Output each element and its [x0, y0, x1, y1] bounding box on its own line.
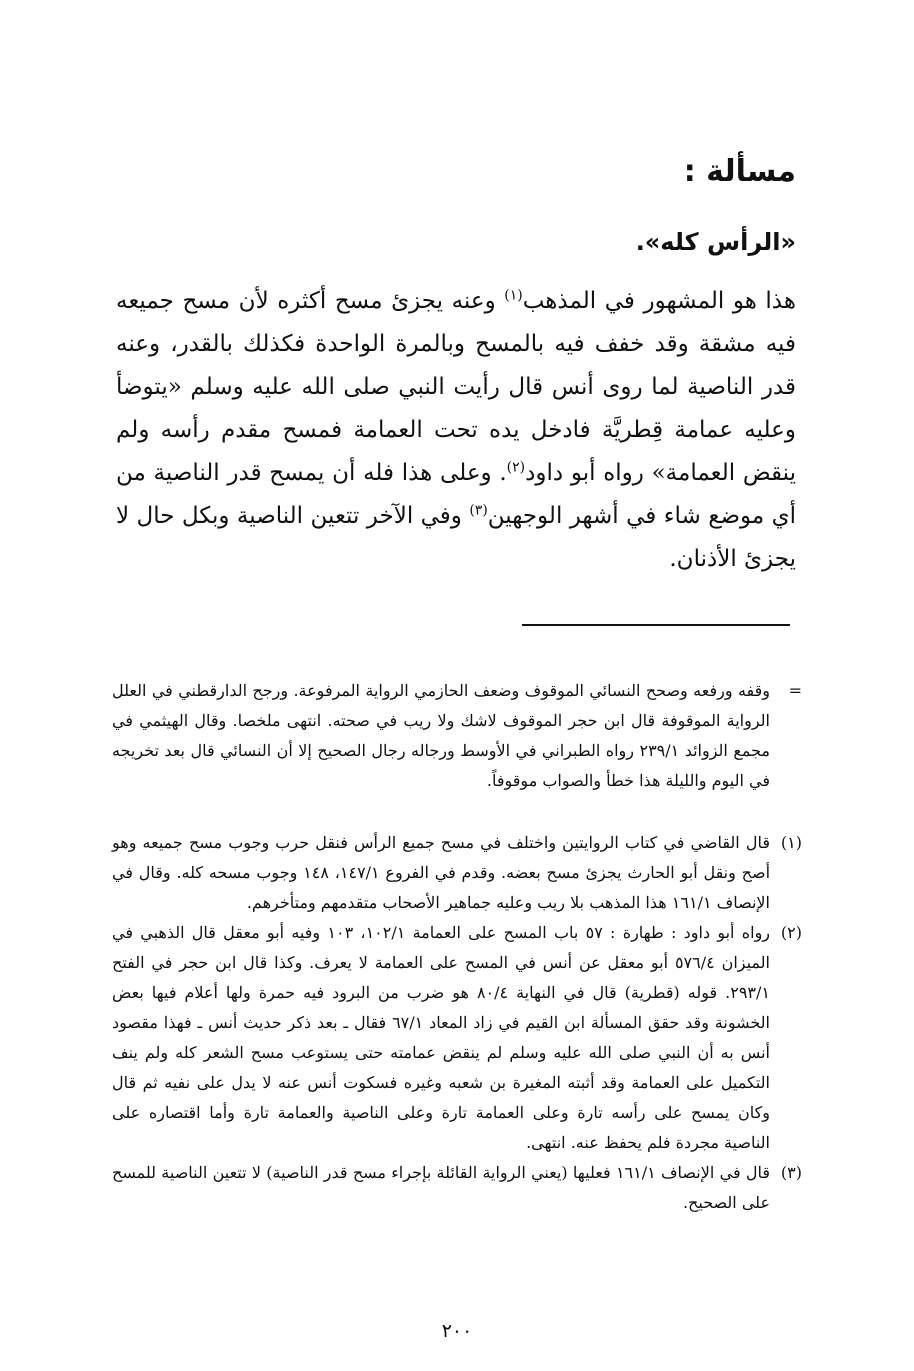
- main-text-segment: وفي الآخر تتعين الناصية وبكل حال لا يجزئ الأذنان.: [116, 503, 796, 572]
- footnote-text: قال في الإنصاف ١٦١/١ فعليها (يعني الرواية القائلة بإجراء مسح قدر الناصية) لا تتعين الناصية للمسح على الصحيح.: [112, 1163, 771, 1212]
- footnote-marker: (٣): [780, 1163, 802, 1182]
- footnote-item: [112, 828, 802, 918]
- footnote-continuation: [112, 676, 802, 796]
- footnote-ref-2[interactable]: (٢): [506, 459, 526, 476]
- footnote-separator: [522, 624, 790, 626]
- page-number: ٢٠٠: [441, 1320, 473, 1342]
- section-heading: مسألة :: [683, 154, 796, 189]
- main-text-segment: هذا هو المشهور في المذهب: [522, 288, 797, 314]
- footnote-item: [112, 676, 802, 796]
- footnote-marker: (١): [780, 833, 802, 852]
- footnote-text: قال القاضي في كتاب الروايتين واختلف في مسح جميع الرأس فنقل حرب وجوب مسح جميعه وهو أصح ونقل أبو الحارث يجزئ مسح بعضه. وقدم في الفروع ١٤٧/١، ١٤٨ وجوب مسحه كله. وقال في الإنصاف ١٦١/١ هذا المذهب بلا ريب وعليه جماهير الأصحاب متقدمهم ومتأخرهم.: [112, 833, 771, 912]
- main-text-segment: وعنه يجزئ مسح أكثره لأن مسح جميعه فيه مشقة وقد خفف فيه بالمسح وبالمرة الواحدة فكذلك بالقدر، وعنه قدر الناصية لما روى أنس قال رأيت النبي صلى الله عليه وسلم «يتوضأ وعليه عمامة قِطريَّة فادخل يده تحت العمامة فمسح مقدم رأسه ولم ينقض العمامة» رواه أبو داود: [116, 288, 796, 486]
- main-paragraph: [116, 280, 796, 581]
- continuation-marker: =: [788, 681, 802, 700]
- footnote-item: [112, 918, 802, 1158]
- footnotes-list: [112, 828, 802, 1218]
- footnote-ref-3[interactable]: (٣): [469, 502, 488, 519]
- footnote-marker: (٢): [780, 923, 802, 942]
- footnote-text: وقفه ورفعه وصحح النسائي الموقوف وضعف الحازمي الرواية المرفوعة. ورجح الدارقطني في العلل الرواية الموقوفة قال ابن حجر الموقوف لاشك ولا ريب في صحته. انتهى ملخصا. وقال الهيثمي في مجمع الزوائد ٢٣٩/١ رواه الطبراني في الأوسط ورجاله رجال الصحيح إلا أن النسائي قال بعد تخريجه في اليوم والليلة هذا خطأ والصواب موقوفاً.: [112, 681, 770, 790]
- main-text-segment: . وعلى هذا فله أن يمسح قدر الناصية من أي موضع شاء في أشهر الوجهين: [116, 460, 796, 529]
- footnote-text: رواه أبو داود : طهارة : ٥٧ باب المسح على العمامة ١٠٢/١، ١٠٣ وفيه أبو معقل قال الذهبي في الميزان ٥٧٦/٤ أبو معقل عن أنس في المسح على العمامة لا يعرف. وكذا قال ابن حجر في الفتح ٢٩٣/١. قوله (قطرية) قال في النهاية ٨٠/٤ هو ضرب من البرود فيه حمرة ولها أعلام فيها بعض الخشونة وقد حقق المسألة ابن القيم في زاد المعاد ٦٧/١ فقال ـ بعد ذكر حديث أنس ـ فهذا مقصود أنس به أن النبي صلى الله عليه وسلم لم ينقض عمامته حتى يستوعب مسح الشعر كله ولم ينف التكميل على العمامة وقد أثبته المغيرة بن شعبه وغيره فسكوت أنس عنه لا يدل على نفيه ثم قال وكان يمسح على رأسه تارة وعلى العمامة تارة وعلى الناصية والعمامة تارة وأما اقتصاره على الناصية مجردة فلم يحفظ عنه. انتهى.: [112, 923, 771, 1152]
- quoted-text: «الرأس كله».: [635, 228, 796, 256]
- footnote-ref-1[interactable]: (١): [504, 287, 523, 304]
- footnote-item: [112, 1158, 802, 1218]
